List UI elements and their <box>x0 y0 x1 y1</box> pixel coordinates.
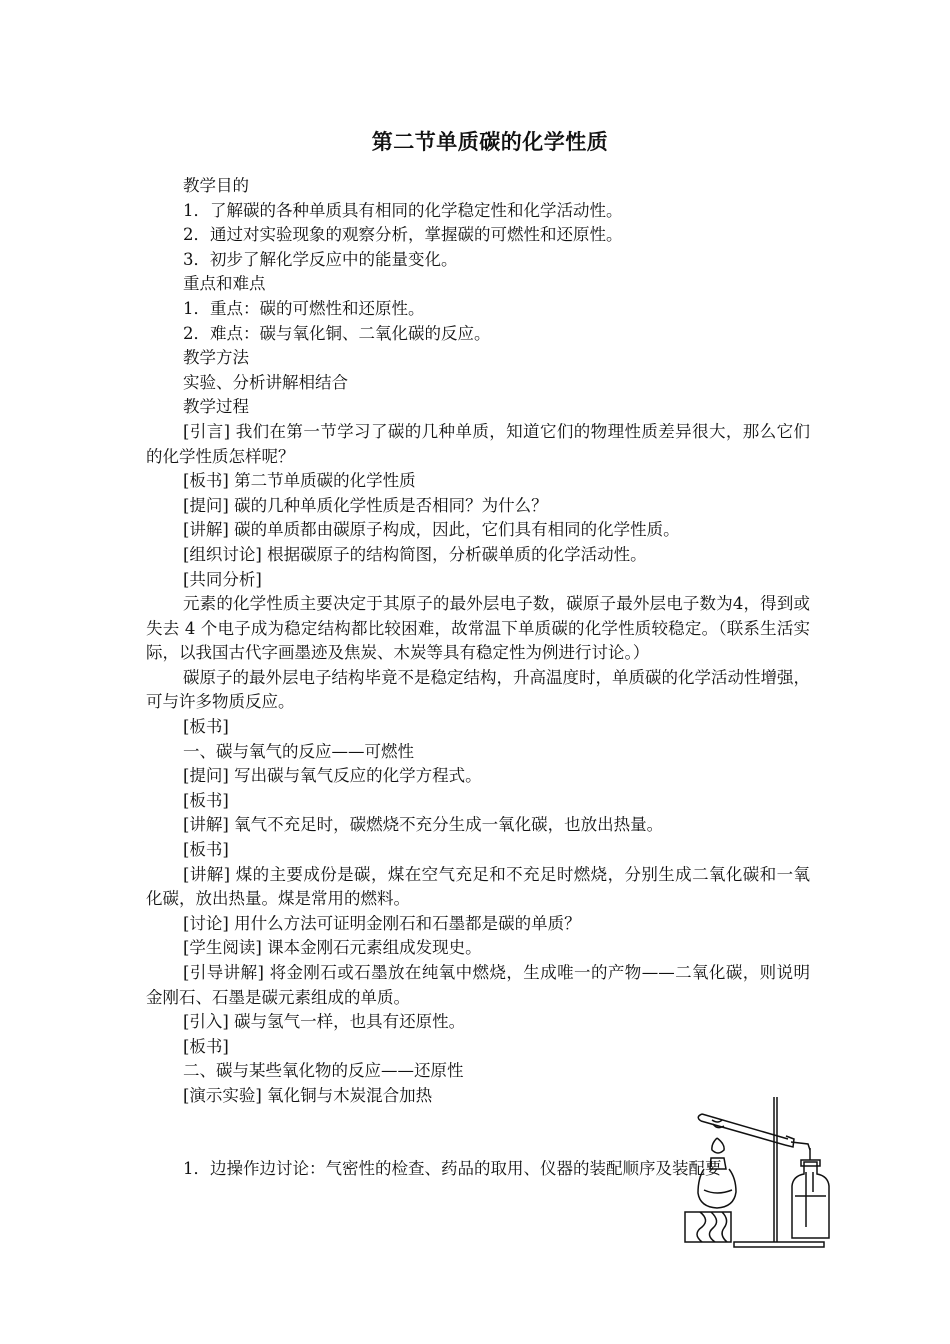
document-body <box>146 174 810 1181</box>
paragraph-introduction: [引言] 我们在第一节学习了碳的几种单质，知道它们的物理性质差异很大，那么它们的化学性质怎样呢？ <box>146 421 810 466</box>
paragraph-methods-heading: 教学方法 <box>183 348 249 368</box>
paragraph-discussion-2: [讨论] 用什么方法可证明金刚石和石墨都是碳的单质？ <box>183 913 581 933</box>
paragraph-explanation-1: [讲解] 碳的单质都由碳原子构成，因此，它们具有相同的化学性质。 <box>183 520 680 540</box>
paragraph-student-reading: [学生阅读] 课本金刚石元素组成发现史。 <box>183 938 482 958</box>
lab-apparatus-icon <box>682 1092 858 1252</box>
paragraph-process-heading: 教学过程 <box>183 397 249 417</box>
paragraph-board-1: [板书] <box>183 717 229 737</box>
paragraph-analysis-1: 元素的化学性质主要决定于其原子的最外层电子数，碳原子最外层电子数为4，得到或失去 4 个电子成为稳定结构都比较困难，故常温下单质碳的化学性质较稳定。（联系生活实际，以我国古代字画墨迹及焦炭、木炭等具有稳定性为例进行讨论。） <box>146 594 810 663</box>
paragraph-section-1: 一、碳与氧气的反应——可燃性 <box>183 741 414 761</box>
paragraph-objective-3: 3．初步了解化学反应中的能量变化。 <box>183 249 458 269</box>
paragraph-board-3: [板书] <box>183 840 229 860</box>
paragraph-guided-explanation: [引导讲解] 将金刚石或石墨放在纯氧中燃烧，生成唯一的产物——二氧化碳，则说明金刚石、石墨是碳元素组成的单质。 <box>146 963 810 1007</box>
paragraph-objective-1: 1．了解碳的各种单质具有相同的化学稳定性和化学活动性。 <box>183 200 623 220</box>
paragraph-discussion-1: [组织讨论] 根据碳原子的结构简图，分析碳单质的化学活动性。 <box>183 544 647 564</box>
paragraph-section-2: 二、碳与某些氧化物的反应——还原性 <box>183 1061 464 1081</box>
paragraph-key-points-heading: 重点和难点 <box>183 274 266 294</box>
paragraph-joint-analysis: [共同分析] <box>183 569 262 589</box>
paragraph-key-point-2: 2．难点：碳与氧化铜、二氧化碳的反应。 <box>183 323 491 343</box>
paragraph-objectives-heading: 教学目的 <box>183 176 249 195</box>
paragraph-board-2: [板书] <box>183 790 229 810</box>
paragraph-objective-2: 2．通过对实验现象的观察分析，掌握碳的可燃性和还原性。 <box>183 225 623 245</box>
paragraph-question-1: [提问] 碳的几种单质化学性质是否相同？为什么？ <box>183 495 548 515</box>
paragraph-analysis-2: 碳原子的最外层电子结构毕竟不是稳定结构，升高温度时，单质碳的化学活动性增强，可与许多物质反应。 <box>146 667 810 712</box>
paragraph-step-1: 1．边操作边讨论：气密性的检查、药品的取用、仪器的装配顺序及装配要 <box>183 1158 722 1178</box>
paragraph-explanation-2: [讲解] 氧气不充足时，碳燃烧不充分生成一氧化碳，也放出热量。 <box>183 815 664 835</box>
paragraph-explanation-3: [讲解] 煤的主要成份是碳，煤在空气充足和不充足时燃烧，分别生成二氧化碳和一氧化碳，放出热量。煤是常用的燃料。 <box>146 864 810 909</box>
paragraph-methods: 实验、分析讲解相结合 <box>183 372 348 392</box>
paragraph-demonstration: [演示实验] 氧化铜与木炭混合加热 <box>183 1085 433 1105</box>
paragraph-key-point-1: 1．重点：碳的可燃性和还原性。 <box>183 298 425 318</box>
paragraph-question-2: [提问] 写出碳与氧气反应的化学方程式。 <box>183 766 482 786</box>
paragraph-introduce: [引入] 碳与氢气一样，也具有还原性。 <box>183 1012 466 1032</box>
paragraph-board-title: [板书] 第二节单质碳的化学性质 <box>183 471 416 491</box>
page-title: 第二节单质碳的化学性质 <box>371 130 609 154</box>
paragraph-board-4: [板书] <box>183 1036 229 1056</box>
lab-apparatus-illustration <box>682 1092 858 1252</box>
